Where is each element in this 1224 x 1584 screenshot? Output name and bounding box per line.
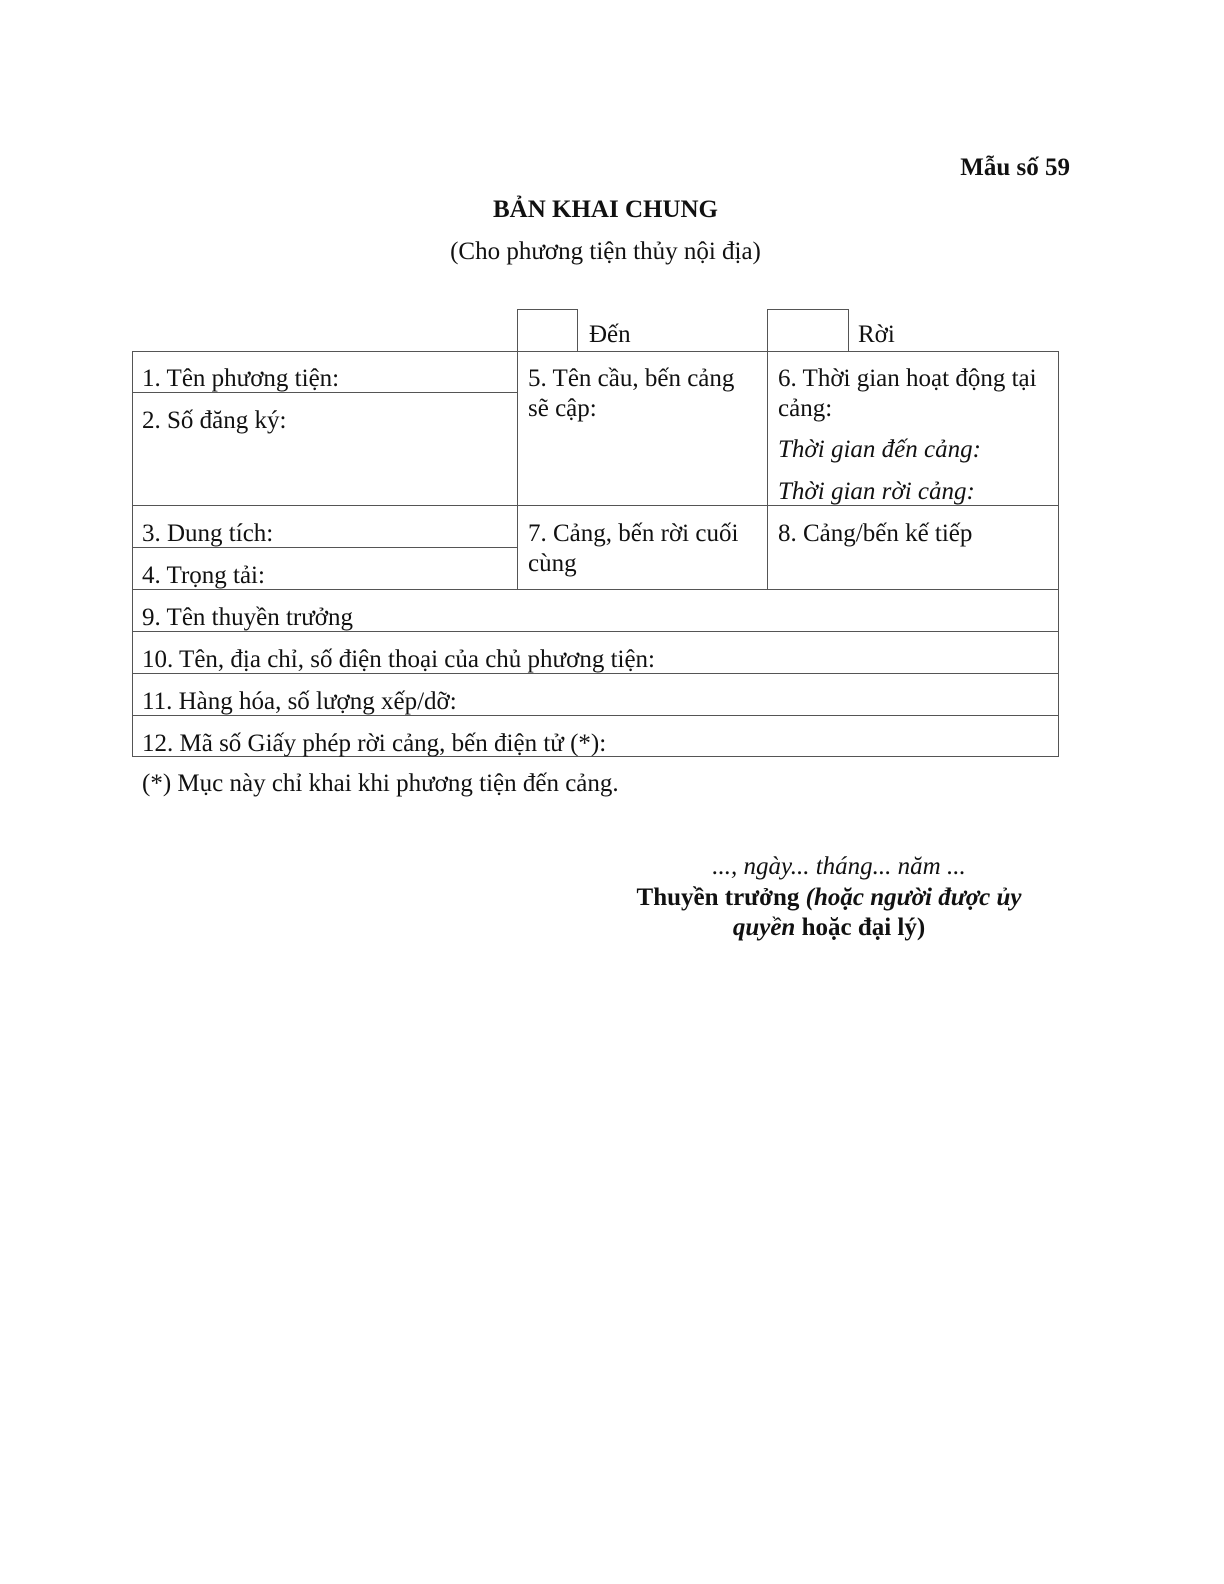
field-permit-code: 12. Mã số Giấy phép rời cảng, bến điện tử (*): xyxy=(142,730,607,757)
form-number: Mẫu số 59 xyxy=(960,154,1070,181)
field-cargo: 11. Hàng hóa, số lượng xếp/dỡ: xyxy=(142,688,457,715)
arrive-checkbox[interactable] xyxy=(517,309,578,351)
signer-agent: hoặc đại lý) xyxy=(795,914,926,941)
arrive-label: Đến xyxy=(589,321,631,348)
footnote: (*) Mục này chỉ khai khi phương tiện đến cảng. xyxy=(142,770,619,797)
field-next-port: 8. Cảng/bến kế tiếp xyxy=(778,520,973,547)
signer-authorized: (hoặc người được ủy quyền xyxy=(732,884,1022,941)
field-owner-info: 10. Tên, địa chỉ, số điện thoại của chủ phương tiện: xyxy=(142,646,656,673)
document-subtitle: (Cho phương tiện thủy nội địa) xyxy=(450,238,761,265)
field-operation-time: 6. Thời gian hoạt động tại cảng: xyxy=(778,365,1037,422)
depart-checkbox[interactable] xyxy=(767,309,849,351)
field-registration-number: 2. Số đăng ký: xyxy=(142,407,287,434)
field-tonnage: 4. Trọng tải: xyxy=(142,562,265,589)
signature-date-line: ..., ngày... tháng... năm ... xyxy=(712,853,966,880)
signature-title xyxy=(604,883,1054,943)
depart-label: Rời xyxy=(858,321,895,348)
field-capacity: 3. Dung tích: xyxy=(142,520,274,547)
field-captain-name: 9. Tên thuyền trưởng xyxy=(142,604,353,631)
field-last-port: 7. Cảng, bến rời cuối cùng xyxy=(528,520,739,577)
document-title: BẢN KHAI CHUNG xyxy=(492,196,718,223)
field-departure-time: Thời gian rời cảng: xyxy=(778,478,975,505)
field-berth-name: 5. Tên cầu, bến cảng sẽ cập: xyxy=(528,365,735,422)
field-vessel-name: 1. Tên phương tiện: xyxy=(142,365,340,392)
signer-role: Thuyền trưởng xyxy=(636,884,806,911)
field-arrival-time: Thời gian đến cảng: xyxy=(778,436,981,463)
